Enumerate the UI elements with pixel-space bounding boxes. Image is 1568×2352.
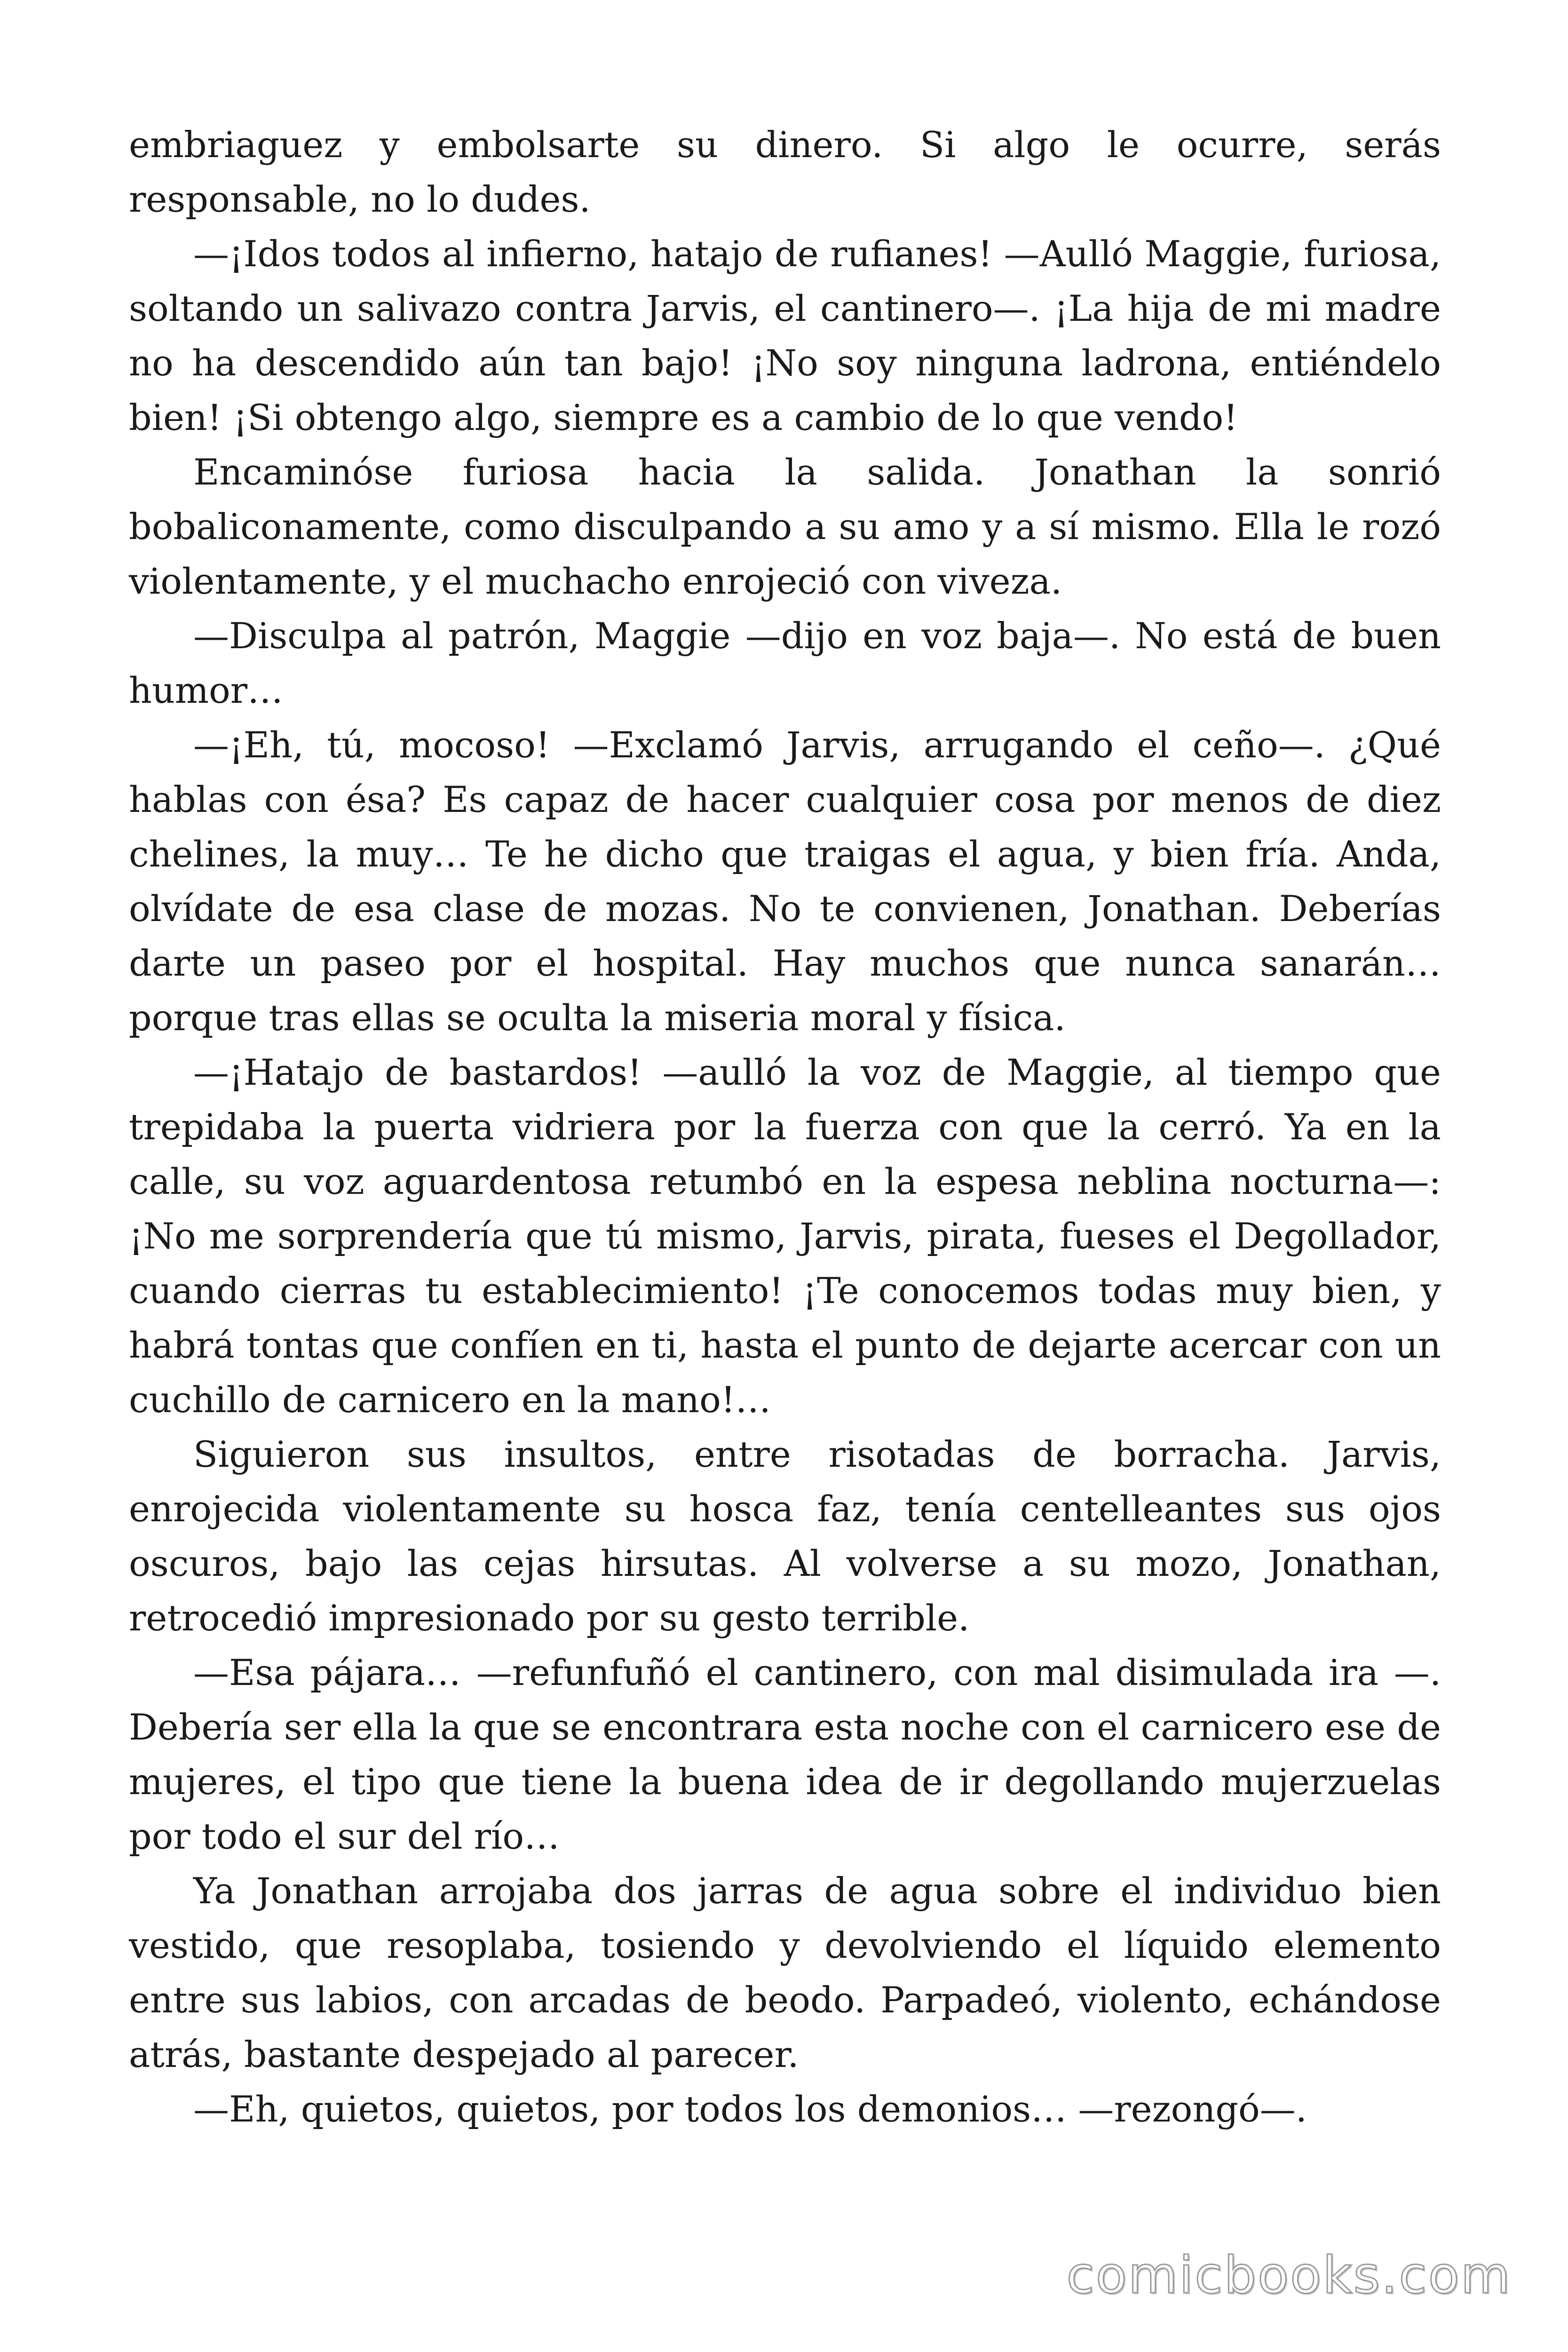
paragraph-8: —Esa pájara… —refunfuñó el cantinero, con mal disimulada ira —. Debería ser ella la que se encontrara esta noche con el carnicero ese de mujeres, el tipo que tiene la buena idea de ir degollando mujerzuelas por todo el sur del río… bbox=[129, 1652, 1441, 1857]
paragraph-10: —Eh, quietos, quietos, por todos los demonios… —rezongó—. bbox=[193, 2088, 1307, 2130]
paragraph-4: —Disculpa al patrón, Maggie —dijo en voz baja—. No está de buen humor… bbox=[129, 615, 1441, 711]
paragraph-6: —¡Hatajo de bastardos! —aulló la voz de Maggie, al tiempo que trepidaba la puerta vidriera por la fuerza con que la cerró. Ya en la calle, su voz aguardentosa retumbó en la espesa neblina nocturna—: ¡No me sorprendería que tú mismo, Jarvis, pirata, fueses el Degollador, cuando cierras tu establecimiento! ¡Te conocemos todas muy bien, y habrá tontas que confíen en ti, hasta el punto de dejarte acercar con un cuchillo de carnicero en la mano!… bbox=[129, 1051, 1441, 1421]
paragraph-9: Ya Jonathan arrojaba dos jarras de agua sobre el individuo bien vestido, que resoplaba, tosiendo y devolviendo el líquido elemento entre sus labios, con arcadas de beodo. Parpadeó, violento, echándose atrás, bastante despejado al parecer. bbox=[129, 1870, 1441, 2075]
paragraph-7: Siguieron sus insultos, entre risotadas de borracha. Jarvis, enrojecida violentamente su hosca faz, tenía centelleantes sus ojos oscuros, bajo las cejas hirsutas. Al volverse a su mozo, Jonathan, retrocedió impresionado por su gesto terrible. bbox=[129, 1433, 1441, 1639]
paragraph-5: —¡Eh, tú, mocoso! —Exclamó Jarvis, arrugando el ceño—. ¿Qué hablas con ésa? Es capaz de hacer cualquier cosa por menos de diez chelines, la muy… Te he dicho que traigas el agua, y bien fría. Anda, olvídate de esa clase de mozas. No te convienen, Jonathan. Deberías darte un paseo por el hospital. Hay muchos que nunca sanarán… porque tras ellas se oculta la miseria moral y física. bbox=[129, 724, 1441, 1039]
paragraph-3: Encaminóse furiosa hacia la salida. Jonathan la sonrió bobaliconamente, como disculpando a su amo y a sí mismo. Ella le rozó violentamente, y el muchacho enrojeció con viveza. bbox=[129, 451, 1441, 602]
page-body bbox=[129, 118, 1441, 2137]
watermark: comicbooks.com bbox=[1066, 2246, 1512, 2305]
paragraph-1: embriaguez y embolsarte su dinero. Si algo le ocurre, serás responsable, no lo dudes. bbox=[129, 124, 1441, 220]
paragraph-2: —¡Idos todos al infierno, hatajo de rufianes! —Aulló Maggie, furiosa, soltando un salivazo contra Jarvis, el cantinero—. ¡La hija de mi madre no ha descendido aún tan bajo! ¡No soy ninguna ladrona, entiéndelo bien! ¡Si obtengo algo, siempre es a cambio de lo que vendo! bbox=[129, 233, 1441, 438]
